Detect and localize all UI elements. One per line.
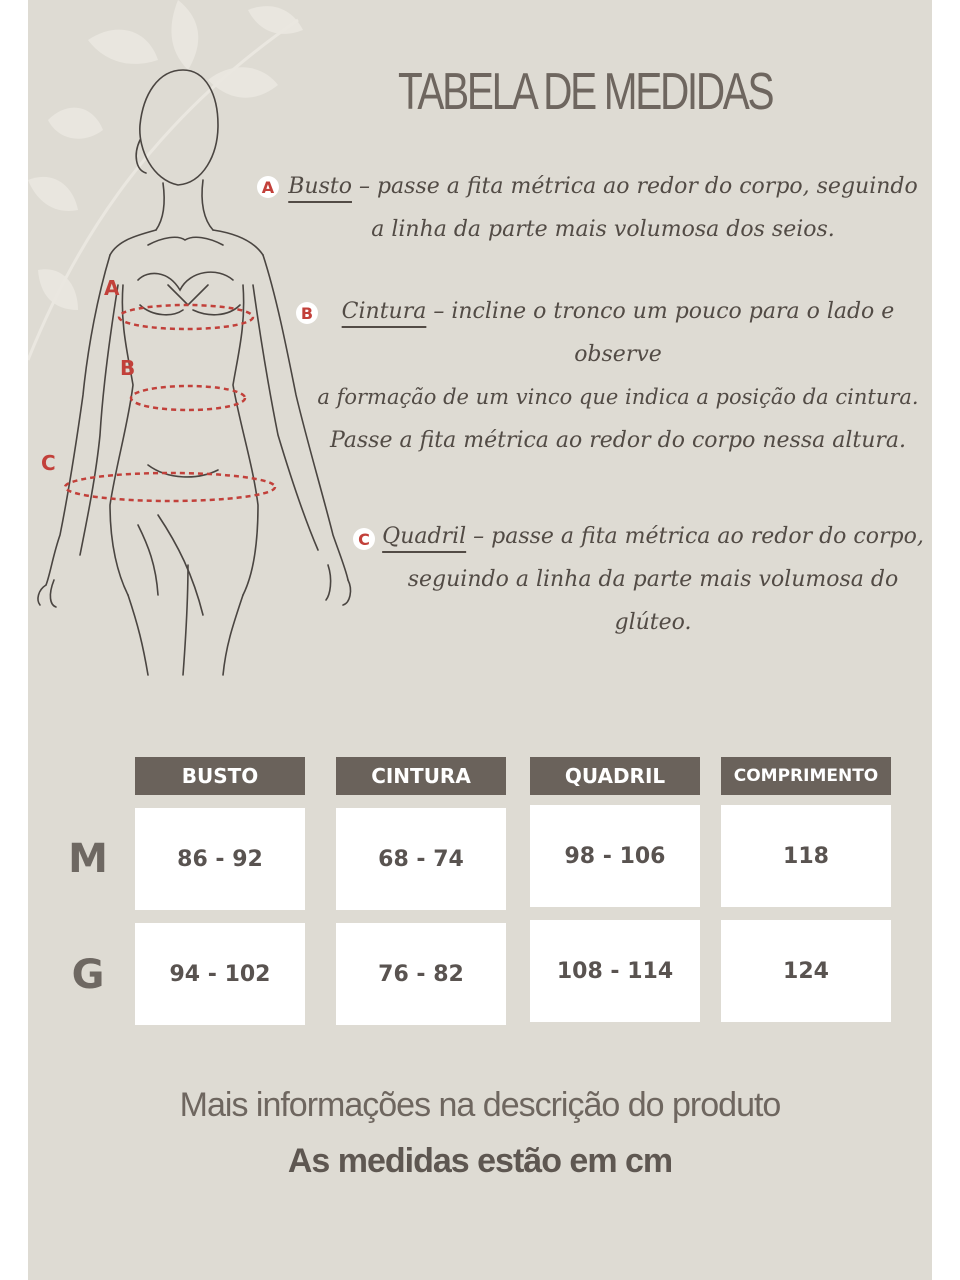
figure-label-c: C <box>41 451 56 475</box>
header-quadril: QUADRIL <box>530 757 700 795</box>
figure-label-a: A <box>104 276 120 300</box>
cintura-line3: a formação de um vinco que indica a posição da cintura. <box>317 385 919 409</box>
cell-g-busto: 94 - 102 <box>135 923 305 1025</box>
cintura-line4: Passe a fita métrica ao redor do corpo nessa altura. <box>329 428 907 453</box>
size-chart-page <box>28 0 932 1280</box>
header-cintura: CINTURA <box>336 757 506 795</box>
badge-b: B <box>296 302 318 324</box>
cell-g-cintura: 76 - 82 <box>336 923 506 1025</box>
cell-m-cintura: 68 - 74 <box>336 808 506 910</box>
quadril-term: Quadril <box>382 524 467 549</box>
busto-description <box>273 165 932 251</box>
footer-info: Mais informações na descrição do produto <box>179 1086 781 1124</box>
size-label-m: M <box>68 836 108 882</box>
cintura-term: Cintura <box>341 299 427 324</box>
cintura-line2: observe <box>574 342 662 367</box>
quadril-line2: seguindo a linha da parte mais volumosa do <box>407 567 899 592</box>
cell-g-comprimento: 124 <box>721 920 891 1022</box>
badge-a: A <box>257 176 279 198</box>
cell-g-quadril: 108 - 114 <box>530 920 700 1022</box>
cell-m-busto: 86 - 92 <box>135 808 305 910</box>
busto-line1: – passe a fita métrica ao redor do corpo, seguindo <box>351 174 918 199</box>
header-comprimento: COMPRIMENTO <box>721 757 891 795</box>
quadril-line3: glúteo. <box>614 610 692 635</box>
page-title: TABELA DE MEDIDAS <box>398 63 773 121</box>
cintura-line1: – incline o tronco um pouco para o lado e <box>426 299 895 324</box>
quadril-description <box>373 515 932 644</box>
busto-term: Busto <box>288 174 352 199</box>
size-label-g: G <box>71 952 105 998</box>
cell-m-comprimento: 118 <box>721 805 891 907</box>
badge-c: C <box>353 528 375 550</box>
header-busto: BUSTO <box>135 757 305 795</box>
busto-line2: a linha da parte mais volumosa dos seios. <box>371 217 835 242</box>
figure-label-b: B <box>120 356 136 380</box>
footer-units: As medidas estão em cm <box>287 1142 673 1180</box>
quadril-line1: – passe a fita métrica ao redor do corpo, <box>466 524 924 549</box>
cell-m-quadril: 98 - 106 <box>530 805 700 907</box>
cintura-description <box>303 290 932 462</box>
